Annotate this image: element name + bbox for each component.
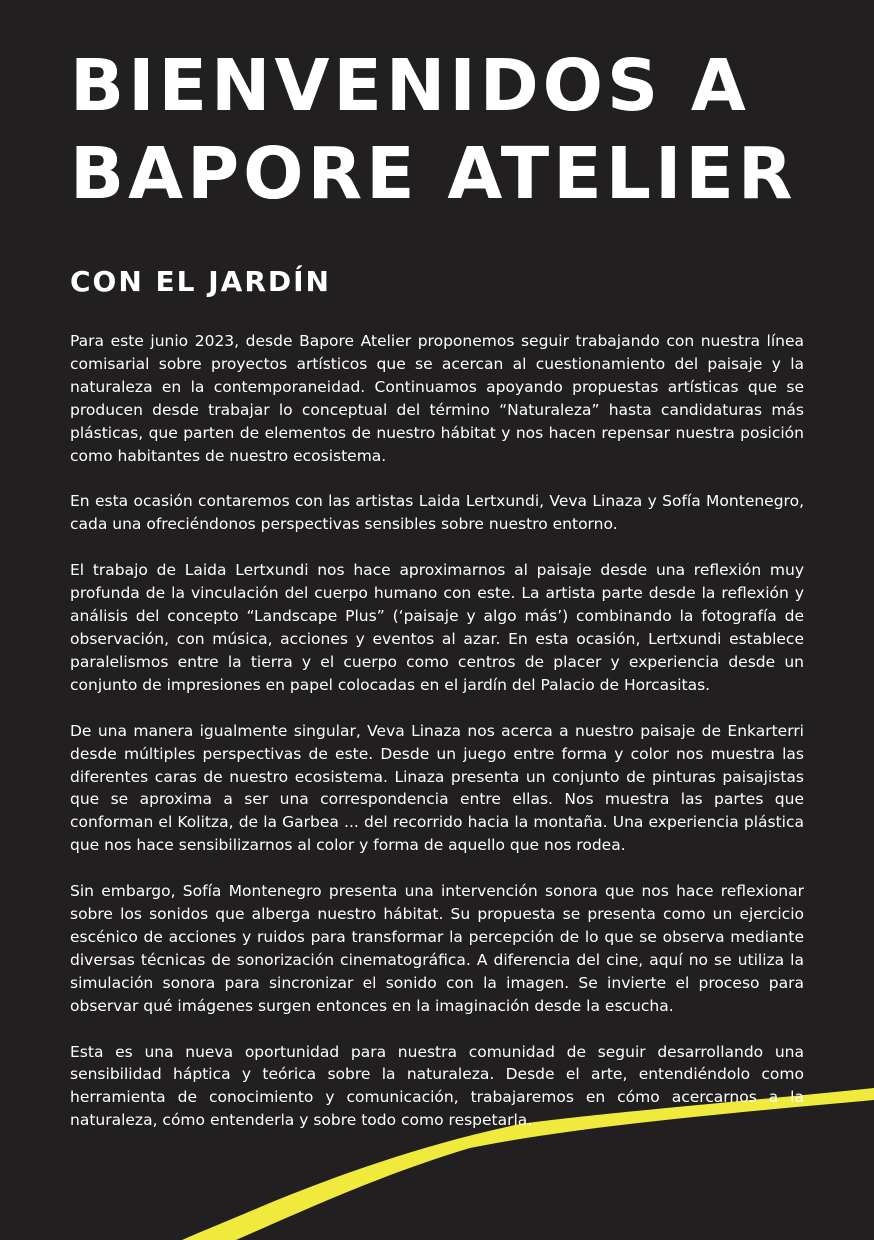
- section-subtitle: CON EL JARDÍN: [70, 265, 331, 298]
- paragraph-closing: Esta es una nueva oportunidad para nuestra comunidad de seguir desarrollando una sensibilidad háptica y teórica sobre la naturaleza. Desde el arte, entendiéndolo como herramienta de conocimiento y comunicación, trabajaremos en cómo acercarnos a la naturaleza, cómo entenderla y sobre todo como respetarla.: [70, 1042, 804, 1130]
- document-page: [70, 42, 804, 1155]
- paragraph-montenegro: Sin embargo, Sofía Montenegro presenta una intervención sonora que nos hace reflexionar sobre los sonidos que alberga nuestro hábitat. Su propuesta se presenta como un ejercicio escénico de acciones y ruidos para transformar la percepción de lo que se observa mediante diversas técnicas de sonorización cinematográfica. A diferencia del cine, aquí no se utiliza la simulación sonora para sincronizar el sonido con la imagen. Se invierte el proceso para observar qué imágenes surgen entonces en la imaginación desde la escucha.: [70, 882, 804, 1015]
- page-title: [70, 42, 804, 218]
- body-text: [70, 330, 804, 1132]
- title-line-1: BIENVENIDOS A: [70, 44, 750, 127]
- paragraph-artists: En esta ocasión contaremos con las artistas Laida Lertxundi, Veva Linaza y Sofía Montenegro, cada una ofreciéndonos perspectivas sensibles sobre nuestro entorno.: [70, 492, 804, 534]
- paragraph-intro: Para este junio 2023, desde Bapore Atelier proponemos seguir trabajando con nuestra línea comisarial sobre proyectos artísticos que se acercan al cuestionamiento del paisaje y la naturaleza en la contemporaneidad. Continuamos apoyando propuestas artísticas que se producen desde trabajar lo conceptual del término “Naturaleza” hasta candidaturas más plásticas, que parten de elementos de nuestro hábitat y nos hacen repensar nuestra posición como habitantes de nuestro ecosistema.: [70, 332, 804, 465]
- title-line-2: BAPORE ATELIER: [70, 132, 797, 215]
- paragraph-lertxundi: El trabajo de Laida Lertxundi nos hace aproximarnos al paisaje desde una reflexión muy profunda de la vinculación del cuerpo humano con este. La artista parte desde la reflexión y análisis del concepto “Landscape Plus” (‘paisaje y algo más’) combinando la fotografía de observación, con música, acciones y eventos al azar. En esta ocasión, Lertxundi establece paralelismos entre la tierra y el cuerpo como centros de placer y experiencia desde un conjunto de impresiones en papel colocadas en el jardín del Palacio de Horcasitas.: [70, 561, 804, 694]
- paragraph-linaza: De una manera igualmente singular, Veva Linaza nos acerca a nuestro paisaje de Enkarterri desde múltiples perspectivas de este. Desde un juego entre forma y color nos muestra las diferentes caras de nuestro ecosistema. Linaza presenta un conjunto de pinturas paisajistas que se aproxima a ser una correspondencia entre ellas. Nos muestra las partes que conforman el Kolitza, de la Garbea ... del recorrido hacia la montaña. Una experiencia plástica que nos hace sensibilizarnos al color y forma de aquello que nos rodea.: [70, 721, 804, 855]
